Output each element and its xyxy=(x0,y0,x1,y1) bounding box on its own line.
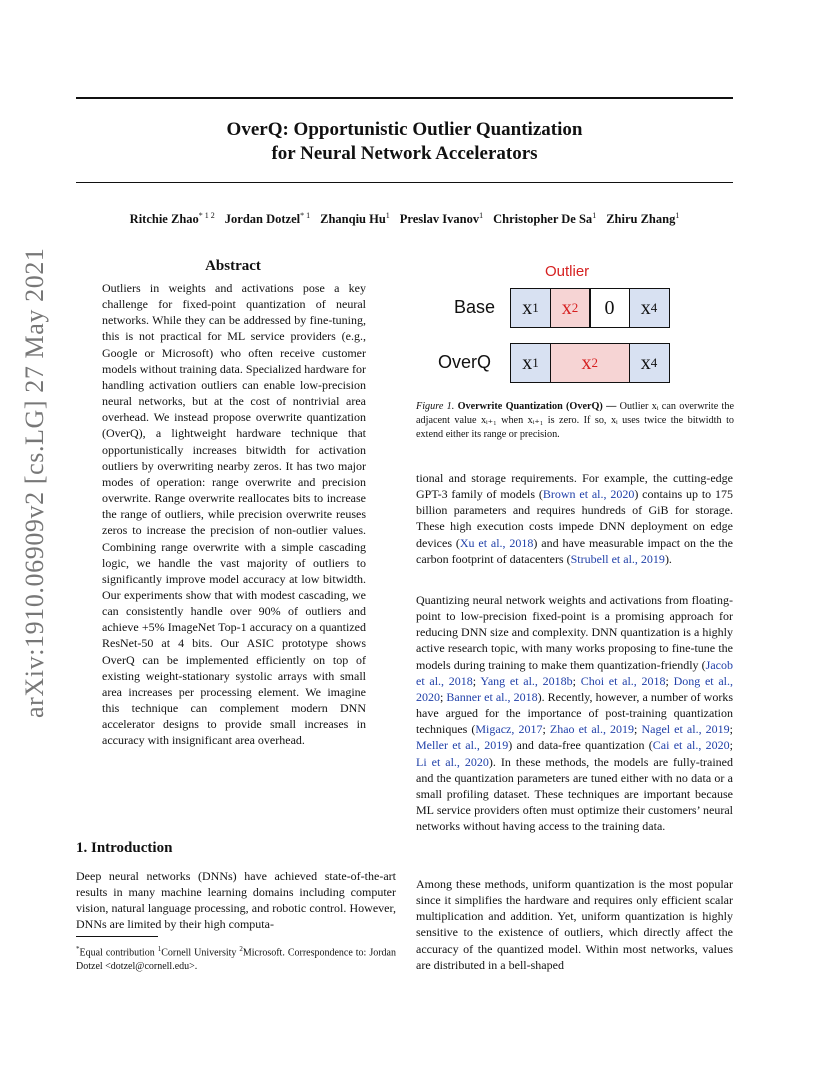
citation-link[interactable]: Cai et al., 2020 xyxy=(652,738,730,753)
footnote-mark: * xyxy=(76,945,80,953)
citation-link[interactable]: Li et al., 2020 xyxy=(416,754,489,769)
paragraph-text: ). In these methods, the models are fully-trained and the quantization parameters are tuned either with no data or a small profiling dataset. These techniques are important because ML service providers often must optimize their customers’ neural networks without having access to the training data. xyxy=(416,754,734,834)
title-bottom-rule xyxy=(76,182,733,183)
paragraph-text: ; xyxy=(542,722,550,737)
base-row-label: Base xyxy=(454,297,496,317)
outlier-label: Outlier xyxy=(545,263,590,280)
citation-link[interactable]: Strubell et al., 2019 xyxy=(570,551,665,566)
paragraph-text: ) and data-free quantization ( xyxy=(508,738,653,753)
author-5 xyxy=(493,212,596,226)
overq-row-label: OverQ xyxy=(438,352,492,372)
author-name: Zhanqiu Hu xyxy=(320,212,386,227)
paragraph-text: ; xyxy=(729,722,733,737)
paragraph-text: ; xyxy=(729,738,734,753)
figure-caption-text: Outlier xᵢ can overwrite the adjacent value xᵢ₊₁ when xᵢ₊₁ is zero. If so, xᵢ uses twice the bitwidth to extend either its range or precision. xyxy=(416,401,734,440)
base-cell-x4: x 4 xyxy=(629,288,670,328)
column2-paragraph-3: Among these methods, uniform quantization is the most popular since it simplifies the hardware and requires only efficient scalar multiplication and addition. Yet, uniform quantization is highly sensitive to the existence of outliers, which directly affect the accuracy of the quantized model. Within most networks, values are distributed in a bell-shaped xyxy=(416,877,733,972)
paragraph-text: tional and storage requirements. For example, the cutting-edge GPT-3 family of models ( xyxy=(416,471,733,502)
author-name: Christopher De Sa xyxy=(493,212,593,227)
footnote xyxy=(76,942,396,974)
paragraph-text: ; xyxy=(572,673,581,688)
figure-1-diagram xyxy=(420,258,732,393)
paragraph-text: ; xyxy=(634,722,642,737)
citation-link[interactable]: Zhao et al., 2019 xyxy=(549,722,635,737)
author-name: Ritchie Zhao xyxy=(129,212,199,227)
paragraph-text: Quantizing neural network weights and activations from floating-point to low-precision fixed-point is a promising approach for reducing DNN size and complexity. DNN quantization is a highly active research topic, with many works proposing to fine-tune the models during training to make them quantization-friendly ( xyxy=(416,593,733,672)
base-cell-zero: 0 xyxy=(589,288,630,328)
column2-paragraph-1 xyxy=(416,470,733,567)
footnote-aff1-mark: 1 xyxy=(157,945,162,953)
author-list xyxy=(76,211,733,227)
author-name: Zhiru Zhang xyxy=(606,212,676,227)
citation-link[interactable]: Migacz, 2017 xyxy=(475,722,543,737)
paper-title xyxy=(76,118,733,166)
author-affiliation-mark: * 1 xyxy=(300,211,311,220)
citation-link[interactable]: Yang et al., 2018b xyxy=(480,673,573,688)
base-cell-x2: x 2 xyxy=(550,288,591,328)
author-affiliation-mark: 1 xyxy=(592,211,597,220)
citation-link[interactable]: Banner et al., 2018 xyxy=(446,689,538,704)
paragraph-text: ). xyxy=(664,551,672,566)
paragraph-text: ) contains up to 175 billion parameters and requires hundreds of GiB for storage. These high execution costs impede DNN deployment on edge devices ( xyxy=(416,487,733,550)
citation-link[interactable]: Brown et al., 2020 xyxy=(542,487,635,502)
footnote-rule xyxy=(76,936,158,937)
overq-cell-x1: x 1 xyxy=(510,343,551,383)
title-top-rule xyxy=(76,97,733,99)
author-6 xyxy=(606,212,679,226)
abstract-body: Outliers in weights and activations pose a key challenge for fixed-point quantization of neural networks. While they can be addressed by fine-tuning, this is not practical for ML service providers (e.g., Google or Microsoft) who often receive customer models without training data. Specialized hardware for handling activation outliers can enable low-precision neural networks, but at the cost of nontrivial area overhead. We instead propose overwrite quantization (OverQ), a lightweight hardware technique that opportunistically increases bitwidth for activation outliers by overwriting nearby zeros. It has two major modes of operation: range overwrite and precision overwrite. Range overwrite reallocates bits to increase the range of outliers, while precision overwrite reuses zeros to increase the precision of non-outlier values. Combining range overwrite with a simple cascading logic, we handle the vast majority of outliers to significantly improve model accuracy at low bitwidth. Our experiments show that with modest cascading, we can consistently handle over 90% of outliers and achieve +5% ImageNet Top-1 accuracy on a quantized ResNet-50 at 4 bits. Our ASIC prototype shows OverQ can be implemented efficiently on top of existing weight-stationary systolic arrays with small area increases per processing element. We imagine this technique can complement modern DNN accelerator designs to provide small increases in accuracy with insignificant area overhead. xyxy=(102,281,366,748)
author-2 xyxy=(225,212,310,226)
author-1 xyxy=(130,212,215,226)
paragraph-text: ; xyxy=(440,689,447,704)
introduction-body: Deep neural networks (DNNs) have achieved state-of-the-art results in many machine learning domains including computer vision, natural language processing, and robotic control. However, DNNs are limited by their high computa- xyxy=(76,869,396,932)
title-line-1: OverQ: Opportunistic Outlier Quantization xyxy=(226,119,583,140)
footnote-aff1: Cornell University xyxy=(161,947,240,959)
overq-cell-x4: x 4 xyxy=(629,343,670,383)
paragraph-text: ) and have measurable impact on the the carbon footprint of datacenters ( xyxy=(416,535,733,566)
introduction-heading: 1. Introduction xyxy=(76,840,173,856)
author-name: Jordan Dotzel xyxy=(224,212,301,227)
paragraph-text: ). Recently, however, a number of works have argued for the importance of post-training quantization techniques ( xyxy=(416,689,733,737)
author-3 xyxy=(320,212,390,226)
figure-caption-prefix: Figure 1. xyxy=(416,401,455,412)
citation-link[interactable]: Dong et al., 2020 xyxy=(416,673,733,704)
abstract-heading: Abstract xyxy=(205,258,261,274)
citation-link[interactable]: Meller et al., 2019 xyxy=(416,738,509,753)
citation-link[interactable]: Xu et al., 2018 xyxy=(459,535,534,550)
author-affiliation-mark: 1 xyxy=(479,211,484,220)
citation-link[interactable]: Nagel et al., 2019 xyxy=(641,722,730,737)
author-affiliation-mark: 1 xyxy=(385,211,390,220)
paragraph-text: ; xyxy=(665,673,674,688)
footnote-equal-contribution: Equal contribution xyxy=(79,947,158,959)
footnote-aff2: Microsoft. Correspondence to: Jordan Dotzel <dotzel@cornell.edu>. xyxy=(76,947,396,973)
paragraph-text: ; xyxy=(472,673,481,688)
base-cell-x1: x 1 xyxy=(510,288,551,328)
author-4 xyxy=(400,212,483,226)
column2-paragraph-2 xyxy=(416,592,733,834)
citation-link[interactable]: Jacob et al., 2018 xyxy=(416,657,733,688)
title-line-2: for Neural Network Accelerators xyxy=(271,143,538,164)
author-name: Preslav Ivanov xyxy=(399,212,480,227)
citation-link[interactable]: Choi et al., 2018 xyxy=(580,673,666,688)
footnote-aff2-mark: 2 xyxy=(239,945,243,953)
author-affiliation-mark: 1 xyxy=(675,211,680,220)
figure-1-caption xyxy=(416,400,734,442)
author-affiliation-mark: * 1 2 xyxy=(198,211,215,220)
overq-cell-x2: x 2 xyxy=(550,343,631,383)
arxiv-identifier: arXiv:1910.06909v2 [cs.LG] 27 May 2021 xyxy=(20,247,49,718)
figure-caption-title: Overwrite Quantization (OverQ) — xyxy=(457,401,617,412)
